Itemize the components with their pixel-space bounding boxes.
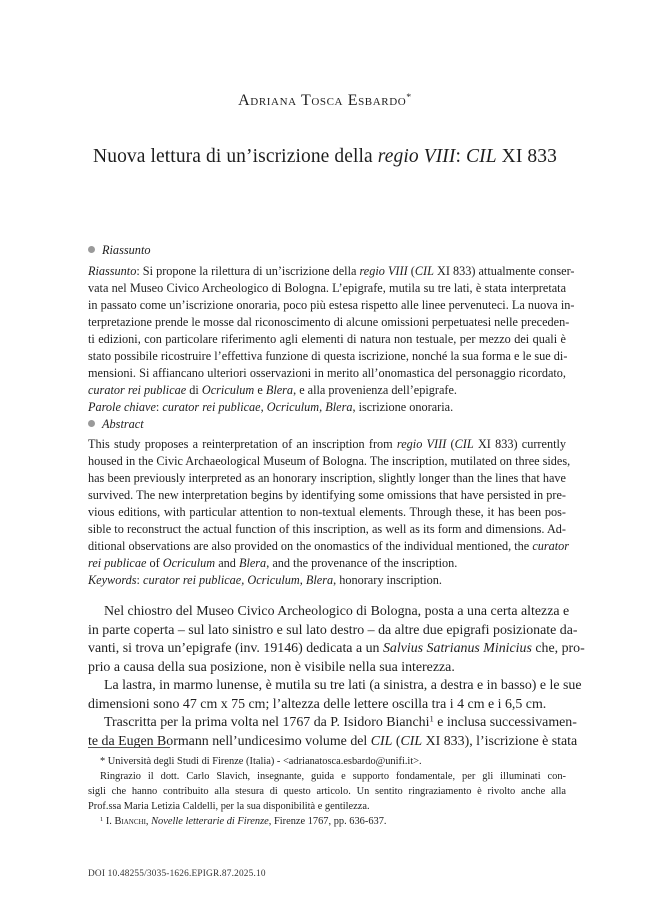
abstract-line: survived. The new interpretation begins by identifying some omissions that have persisted in pre- [88, 488, 566, 502]
footnotes [88, 754, 566, 829]
abstract-line: housed in the Civic Archaeological Museum of Bologna. The inscription, mutilated on three sides, [88, 454, 571, 468]
body-line: La lastra, in marmo lunense, è mutila su tre lati (a sinistra, a destra e in basso) e le sue [104, 678, 582, 693]
body-text [88, 603, 585, 751]
footnote-line: * Università degli Studi di Firenze (Italia) - <adrianatosca.esbardo@unifi.it>. [100, 756, 422, 767]
abstract-line: vious editions, with particular attention to non-textual elements. Through these, it has been pos- [88, 505, 566, 519]
body-line: vanti, si trova un’epigrafe (inv. 19146) dedicata a un Salvius Satrianus Minicius che, pro- [88, 641, 585, 656]
footnote-divider [88, 747, 170, 748]
abstract-line: ditional observations are also provided on the onomastics of the individual mentioned, the curator [88, 539, 570, 553]
riassunto-heading: Riassunto [88, 243, 151, 258]
riassunto-keywords: Parole chiave: curator rei publicae, Ocriculum, Blera, iscrizione onoraria. [88, 400, 454, 414]
riassunto-line: Riassunto: Si propone la rilettura di un’iscrizione della regio VIII (CIL XI 833) attualmente conser- [88, 264, 575, 278]
riassunto-text [88, 263, 575, 416]
doi-line: DOI 10.48255/3035-1626.EPIGR.87.2025.10 [88, 869, 266, 879]
riassunto-line: in passato come un’iscrizione onoraria, poco più estesa rispetto alle linee pervenuteci. La nuova in- [88, 298, 575, 312]
abstract-line: This study proposes a reinterpretation of an inscription from regio VIII (CIL XI 833) currently [88, 437, 567, 451]
riassunto-line: ti edizioni, con particolare riferimento agli elementi di natura non testuale, per mezzo dei quali è [88, 332, 566, 346]
footnote-line: sigli che hanno contribuito alla stesura di questo articolo. Un sentito ringraziamento è rivolto anche alla [88, 786, 566, 797]
abstract-text [88, 436, 571, 589]
article-title: Nuova lettura di un’iscrizione della regio VIII: CIL XI 833 [93, 146, 557, 167]
body-line: Nel chiostro del Museo Civico Archeologico di Bologna, posta a una certa altezza e [104, 604, 570, 619]
abstract-line: rei publicae of Ocriculum and Blera, and the provenance of the inscription. [88, 556, 458, 570]
bullet-icon [88, 420, 95, 427]
body-line: dimensioni sono 47 cm x 75 cm; l’altezza delle lettere oscilla tra i 4 cm e i 6,5 cm. [88, 696, 547, 712]
footnote-line: $^1$ I. Bianchi, Novelle letterarie di Firenze, Firenze 1767, pp. 636-637. [100, 815, 387, 827]
abstract-keywords: Keywords: curator rei publicae, Ocriculum, Blera, honorary inscription. [88, 573, 442, 587]
author-name: Adriana Tosca Esbardo* [238, 92, 412, 109]
footnote-line: Ringrazio il dott. Carlo Slavich, insegnante, guida e supporto fondamentale, per gli illuminati con- [100, 771, 566, 782]
riassunto-line: mensioni. Si affiancano ulteriori osservazioni in merito all’onomastica del personaggio ricordato, [88, 366, 566, 380]
riassunto-line: vata nel Museo Civico Archeologico di Bologna. L’epigrafe, mutila su tre lati, è stata interpretata [88, 281, 566, 295]
body-line: te da Eugen Bormann nell’undicesimo volume del CIL (CIL XI 833), l’iscrizione è stata [88, 733, 578, 749]
abstract-line: has been previously interpreted as an honorary inscription, slightly longer than the lines that have [88, 471, 566, 485]
body-line: prio a causa della sua posizione, non è visibile nella sua interezza. [88, 659, 455, 675]
riassunto-line: terpretazione prende le mosse dal riconoscimento di alcune omissioni perpetuatesi nelle preceden- [88, 315, 570, 329]
bullet-icon [88, 246, 95, 253]
riassunto-line: stato possibile ricostruire l’effettiva funzione di questa iscrizione, nonché la sua forma e le sue di- [88, 349, 568, 363]
footnote-line: Prof.ssa Maria Letizia Caldelli, per la sua disponibilità e gentilezza. [88, 801, 370, 812]
riassunto-line: curator rei publicae di Ocriculum e Blera, e alla provenienza dell’epigrafe. [88, 383, 457, 397]
body-line: in parte coperta – sul lato sinistro e sul lato destro – da altre due epigrafi posizionate da- [88, 622, 578, 638]
abstract-heading: Abstract [88, 417, 144, 432]
body-line: Trascritta per la prima volta nel 1767 da P. Isidoro Bianchi$^1$ e inclusa successivamen- [104, 713, 577, 730]
author-footnote-mark: * [406, 92, 412, 104]
abstract-line: sible to reconstruct the actual function of this inscription, as well as its form and dimensions. Ad- [88, 522, 566, 536]
